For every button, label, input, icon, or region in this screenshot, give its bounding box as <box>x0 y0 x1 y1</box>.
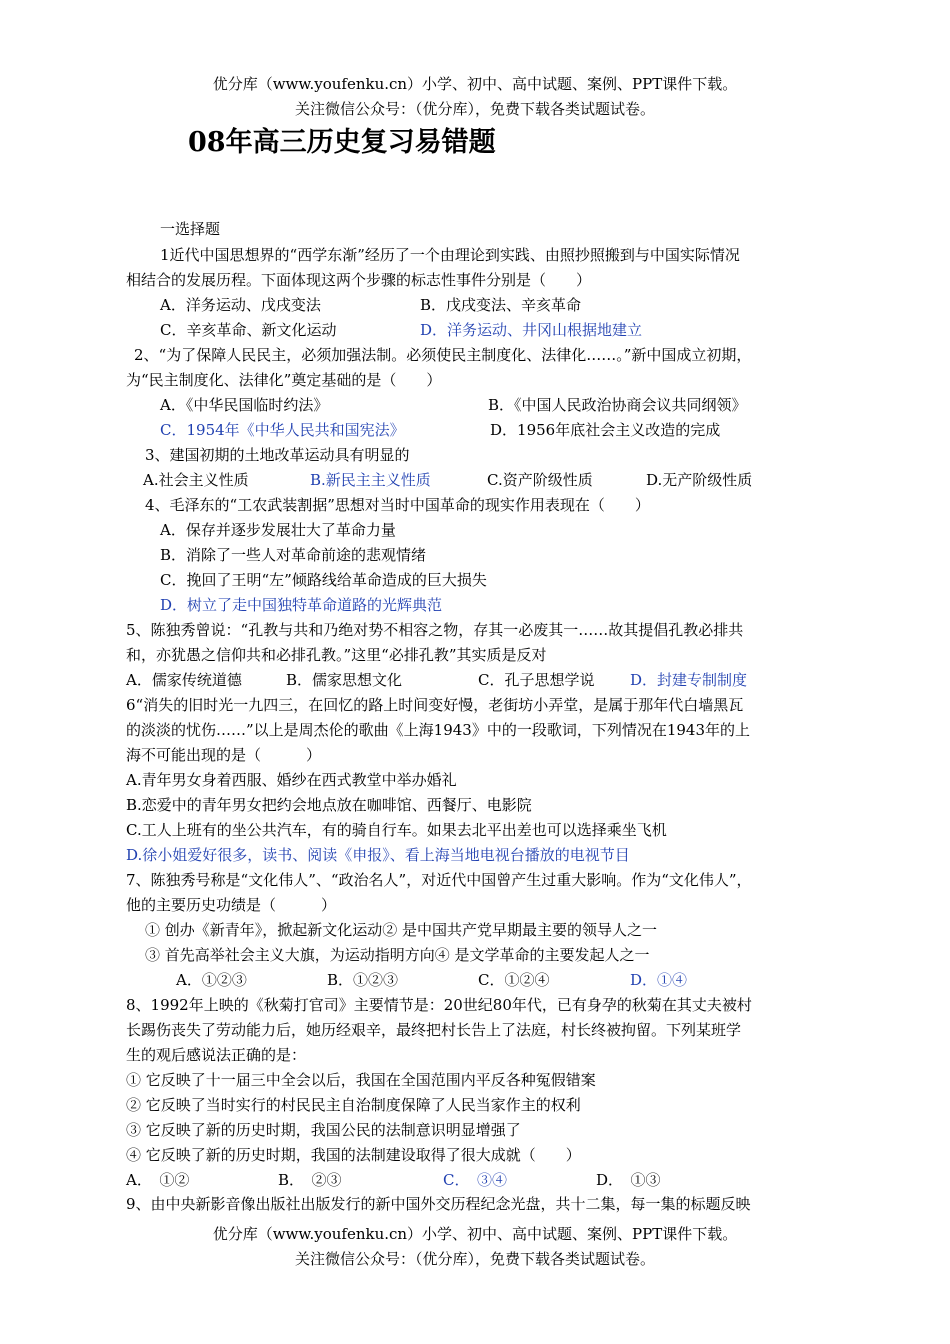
option-c: C.工人上班有的坐公共汽车，有的骑自行车。如果去北平出差也可以选择乘坐飞机 <box>126 821 667 839</box>
footer-line-1: 优分库（www.youfenku.cn）小学、初中、高中试题、案例、PPT课件下载。 <box>212 1225 738 1243</box>
option-d: D．1956年底社会主义改造的完成 <box>490 421 721 439</box>
option-c: C．辛亥革命、新文化运动 <box>160 321 337 339</box>
option-b: B.恋爱中的青年男女把约会地点放在咖啡馆、西餐厅、电影院 <box>126 796 532 814</box>
question-text: 海不可能出现的是（ ） <box>126 746 322 764</box>
question-text: 4、毛泽东的“工农武装割据”思想对当时中国革命的现实作用表现在（ ） <box>145 496 650 514</box>
option-a: A.青年男女身着西服、婚纱在西式教堂中举办婚礼 <box>126 771 457 789</box>
header-line-1: 优分库（www.youfenku.cn）小学、初中、高中试题、案例、PPT课件下载。 <box>212 75 738 93</box>
question-text: 2、“为了保障人民民主，必须加强法制。必须使民主制度化、法律化……。”新中国成立初期， <box>134 346 752 364</box>
question-text: 3、建国初期的土地改革运动具有明显的 <box>145 446 410 464</box>
page-title: 08年高三历史复习易错题 <box>188 127 496 158</box>
section-heading: 一选择题 <box>160 220 221 238</box>
statement-1: ① 它反映了十一届三中全会以后，我国在全国范围内平反各种冤假错案 <box>126 1071 596 1089</box>
question-text: 6“消失的旧时光一九四三，在回忆的路上时间变好慢，老街坊小弄堂，是属于那年代白墙黑瓦 <box>126 696 744 714</box>
question-text: 9、由中央新影音像出版社出版发行的新中国外交历程纪念光盘，共十二集，每一集的标题反映 <box>126 1195 751 1213</box>
option-b: B．《中国人民政治协商会议共同纲领》 <box>488 396 747 414</box>
statement-2: ② 它反映了当时实行的村民民主自治制度保障了人民当家作主的权利 <box>126 1096 581 1114</box>
statement-3-4: ③ 首先高举社会主义大旗，为运动指明方向④ 是文学革命的主要发起人之一 <box>145 946 650 964</box>
option-c: C．挽回了王明“左”倾路线给革命造成的巨大损失 <box>160 571 487 589</box>
option-a: A．儒家传统道德 <box>126 671 242 689</box>
option-a: A．洋务运动、戊戌变法 <box>160 296 321 314</box>
statement-1-2: ① 创办《新青年》，掀起新文化运动② 是中国共产党早期最主要的领导人之一 <box>145 921 658 939</box>
question-text: 长踢伤丧失了劳动能力后，她历经艰辛，最终把村长告上了法庭，村长终被拘留。下列某班学 <box>126 1021 742 1039</box>
option-a: A．保存并逐步发展壮大了革命力量 <box>160 521 396 539</box>
option-c: C.资产阶级性质 <box>487 471 593 489</box>
option-c: C．①②④ <box>478 971 550 989</box>
footer-line-2: 关注微信公众号：（优分库），免费下载各类试题试卷。 <box>294 1250 655 1268</box>
header-line-2: 关注微信公众号：（优分库），免费下载各类试题试卷。 <box>294 100 655 118</box>
option-b: B．消除了一些人对革命前途的悲观情绪 <box>160 546 427 564</box>
option-c-answer: C． ③④ <box>443 1171 507 1189</box>
option-d-answer: D．树立了走中国独特革命道路的光辉典范 <box>160 596 443 614</box>
option-a: A.社会主义性质 <box>143 471 249 489</box>
option-d-answer: D.徐小姐爱好很多，读书、阅读《申报》、看上海当地电视台播放的电视节目 <box>126 846 630 864</box>
option-d: D.无产阶级性质 <box>646 471 753 489</box>
question-text: 为“民主制度化、法律化”奠定基础的是（ ） <box>126 371 442 389</box>
option-d-answer: D．①④ <box>630 971 688 989</box>
question-text: 7、陈独秀号称是“文化伟人”、“政治名人”，对近代中国曾产生过重大影响。作为“文化伟人”， <box>126 871 752 889</box>
option-c: C．孔子思想学说 <box>478 671 595 689</box>
question-text: 他的主要历史功绩是（ ） <box>126 896 337 914</box>
option-a: A．①②③ <box>176 971 247 989</box>
question-text: 相结合的发展历程。下面体现这两个步骤的标志性事件分别是（ ） <box>126 271 592 289</box>
question-text: 5、陈独秀曾说：“孔教与共和乃绝对势不相容之物，存其一必废其一……故其提倡孔教必排共 <box>126 621 744 639</box>
option-b: B．①②③ <box>327 971 399 989</box>
option-b: B．儒家思想文化 <box>286 671 403 689</box>
option-d-answer: D．洋务运动、井冈山根据地建立 <box>420 321 643 339</box>
option-d-answer: D．封建专制制度 <box>630 671 748 689</box>
option-d: D． ①③ <box>596 1171 661 1189</box>
option-c-answer: C．1954年《中华人民共和国宪法》 <box>160 421 405 439</box>
question-text: 1近代中国思想界的“西学东渐”经历了一个由理论到实践、由照抄照搬到与中国实际情况 <box>160 246 740 264</box>
option-b-answer: B.新民主主义性质 <box>310 471 431 489</box>
question-text: 8、1992年上映的《秋菊打官司》主要情节是：20世纪80年代，已有身孕的秋菊在其丈夫被村 <box>126 996 752 1014</box>
statement-4: ④ 它反映了新的历史时期，我国的法制建设取得了很大成就（ ） <box>126 1146 581 1164</box>
option-b: B． ②③ <box>278 1171 342 1189</box>
option-b: B．戊戌变法、辛亥革命 <box>420 296 582 314</box>
question-text: 的淡淡的忧伤……”以上是周杰伦的歌曲《上海1943》中的一段歌词，下列情况在1943年的上 <box>126 721 751 739</box>
option-a: A．《中华民国临时约法》 <box>160 396 329 414</box>
question-text: 生的观后感说法正确的是： <box>126 1046 307 1064</box>
statement-3: ③ 它反映了新的历史时期，我国公民的法制意识明显增强了 <box>126 1121 521 1139</box>
option-a: A． ①② <box>126 1171 190 1189</box>
question-text: 和，亦犹愚之信仰共和必排孔教。”这里“必排孔教”其实质是反对 <box>126 646 547 664</box>
